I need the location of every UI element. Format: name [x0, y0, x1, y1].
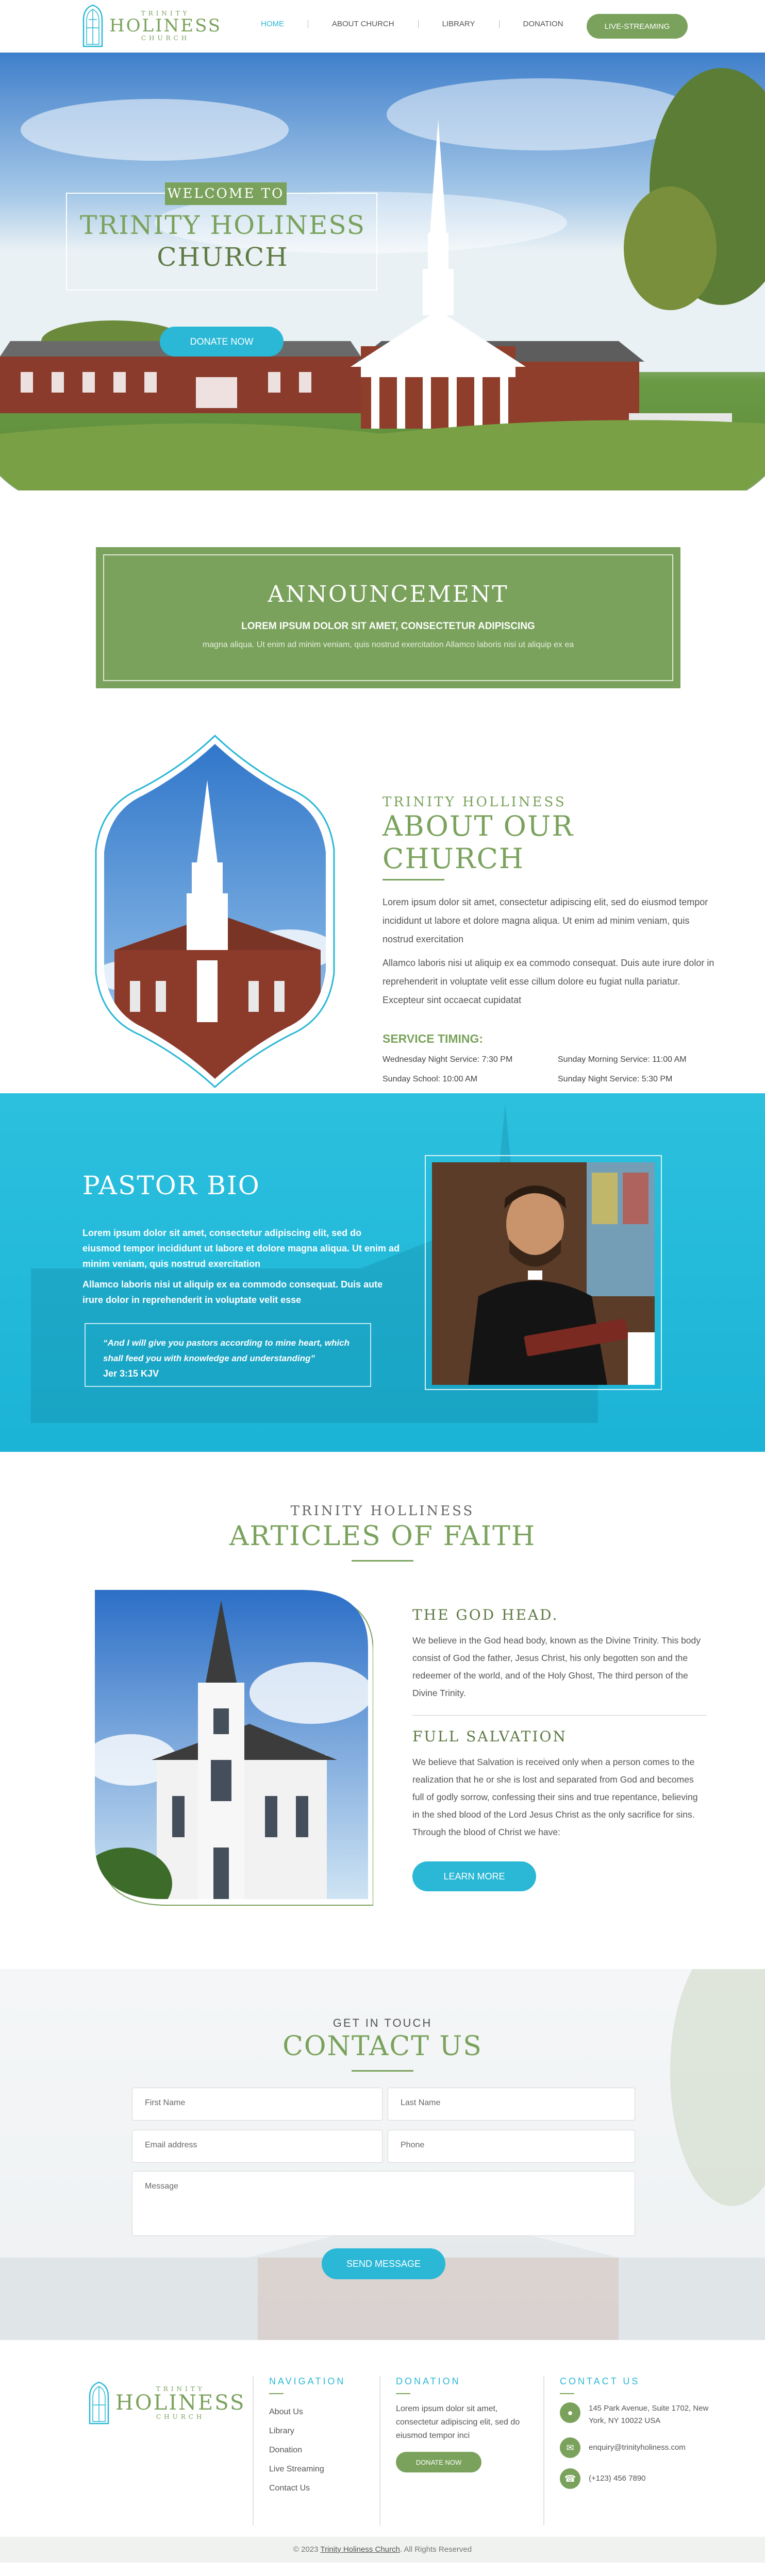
send-message-button[interactable]: SEND MESSAGE — [322, 2248, 445, 2279]
contact-address-row — [560, 2402, 729, 2427]
footer-link-contact[interactable]: Contact Us — [269, 2484, 310, 2493]
announcement-title: ANNOUNCEMENT — [268, 581, 509, 607]
logo-top-text: TRINITY — [141, 10, 190, 17]
announcement-card — [96, 547, 680, 688]
message-field[interactable]: Message — [132, 2171, 635, 2236]
contact-email[interactable]: enquiry@trinityholiness.com — [589, 2443, 686, 2452]
pastor-bio-title: PASTOR BIO — [82, 1171, 260, 1200]
footer-donate-button[interactable]: DONATE NOW — [396, 2452, 481, 2472]
footer-nav-title: NAVIGATION — [269, 2376, 346, 2386]
nav-donation[interactable]: DONATION — [523, 20, 563, 28]
last-name-field[interactable]: Last Name — [388, 2088, 635, 2121]
nav-library[interactable]: LIBRARY — [442, 20, 475, 28]
faith-content — [412, 1606, 706, 1891]
title-underline — [560, 2393, 574, 2394]
logo-top-text: TRINITY — [156, 2385, 205, 2393]
copyright-bar — [0, 2537, 765, 2563]
footer-link-about[interactable]: About Us — [269, 2408, 303, 2416]
service-timing-list — [382, 1055, 718, 1084]
phone-icon: ☎ — [560, 2468, 580, 2489]
contact-phone[interactable]: (+123) 456 7890 — [589, 2474, 646, 2483]
email-field[interactable]: Email address — [132, 2130, 382, 2163]
footer-navigation — [253, 2376, 376, 2526]
footer-logo[interactable] — [88, 2381, 245, 2425]
articles-of-faith-section — [0, 1452, 765, 1969]
site-footer — [0, 2340, 765, 2563]
site-logo[interactable] — [81, 4, 222, 47]
about-paragraph-1: Lorem ipsum dolor sit amet, consectetur adipiscing elit, sed do eiusmod tempor incididunt ut labore et dolore magna aliqua. Ut enim ad minim veniam, quis nostrud exercitation — [382, 897, 708, 944]
donate-now-button[interactable]: DONATE NOW — [160, 327, 284, 357]
footer-donation — [379, 2376, 539, 2526]
contact-heading: CONTACT US — [282, 2031, 483, 2062]
nav-about-church[interactable]: ABOUT CHURCH — [332, 20, 394, 28]
footer-contact — [543, 2376, 729, 2526]
quote-reference: Jer 3:15 KJV — [103, 1368, 159, 1379]
announcement-frame — [103, 554, 673, 681]
copyright-link[interactable]: Trinity Holiness Church — [320, 2545, 400, 2554]
contact-email-row — [560, 2437, 729, 2458]
faith-eyebrow: TRINITY HOLLINESS — [290, 1503, 475, 1519]
service-item: Wednesday Night Service: 7:30 PM — [382, 1055, 513, 1064]
about-heading: ABOUT OUR CHURCH — [382, 810, 574, 875]
logo-main-text: HOLINESS — [109, 15, 222, 36]
logo-main-text: HOLINESS — [115, 2391, 246, 2415]
logo-wordmark — [109, 10, 222, 42]
contact-phone-row — [560, 2468, 729, 2489]
pastor-illustration — [432, 1162, 655, 1385]
about-church-image — [94, 734, 336, 1089]
pastor-photo — [432, 1162, 655, 1385]
church-window-icon — [88, 2381, 110, 2425]
service-item: Sunday Morning Service: 11:00 AM — [558, 1055, 687, 1064]
about-eyebrow: TRINITY HOLLINESS — [382, 794, 567, 810]
welcome-tag: WELCOME TO — [165, 182, 287, 205]
godhead-text: We believe in the God head body, known as the Divine Trinity. This body consist of God the father, Jesus Christ, his only begotten son and the redeemer of the world, and of the Holy Ghost, The third person of the Divine Trinity. — [412, 1635, 701, 1698]
site-header — [0, 0, 765, 53]
heading-underline — [352, 2070, 413, 2072]
white-church-image — [95, 1590, 373, 1909]
footer-link-donation[interactable]: Donation — [269, 2446, 303, 2454]
pastor-bio-paragraph-2: Allamco laboris nisi ut aliquip ex ea commodo consequat. Duis aute irure dolor in reprehenderit in voluptate velit esse — [82, 1279, 383, 1305]
hero-title-line2: CHURCH — [157, 242, 289, 272]
first-name-field[interactable]: First Name — [132, 2088, 382, 2121]
heading-underline — [382, 879, 444, 880]
title-underline — [269, 2393, 284, 2394]
main-nav — [237, 20, 587, 28]
about-content — [382, 794, 718, 1084]
learn-more-button[interactable]: LEARN MORE — [412, 1861, 536, 1891]
service-item: Sunday School: 10:00 AM — [382, 1075, 478, 1083]
logo-wordmark — [115, 2385, 245, 2420]
announcement-section — [0, 490, 765, 707]
envelope-icon: ✉ — [560, 2437, 580, 2458]
copyright-prefix: © 2023 — [293, 2545, 319, 2554]
church-window-icon — [81, 4, 104, 47]
pastor-bio-section — [0, 1093, 765, 1452]
salvation-heading: FULL SALVATION — [412, 1728, 567, 1745]
hero-section — [0, 53, 765, 490]
contact-eyebrow: GET IN TOUCH — [332, 2016, 433, 2029]
godhead-heading: THE GOD HEAD. — [412, 1606, 559, 1623]
about-section — [0, 707, 765, 1093]
hero-title — [67, 209, 378, 273]
welcome-box — [66, 186, 377, 291]
logo-bottom-text: CHURCH — [141, 35, 190, 42]
announcement-text: magna aliqua. Ut enim ad minim veniam, quis nostrud exercitation Allamco laboris nisi ut aliquip ex ea — [202, 640, 574, 649]
service-item: Sunday Night Service: 5:30 PM — [558, 1075, 673, 1083]
announcement-subtitle: LOREM IPSUM DOLOR SIT AMET, CONSECTETUR ADIPISCING — [241, 621, 535, 632]
footer-contact-title: CONTACT US — [560, 2376, 640, 2386]
about-paragraph-2: Allamco laboris nisi ut aliquip ex ea commodo consequat. Duis aute irure dolor in reprehenderit in voluptate velit esse cillum dolore eu fugiat nulla pariatur. Excepteur sint occaecat cupidatat — [382, 958, 714, 1005]
copyright-suffix: . All Rights Reserved — [400, 2545, 472, 2554]
location-pin-icon: ● — [560, 2402, 580, 2423]
quote-text: “And I will give you pastors according to mine heart, which shall feed you with knowledge and understanding” — [103, 1338, 350, 1363]
service-timing-title: SERVICE TIMING: — [382, 1032, 484, 1045]
footer-donation-text: Lorem ipsum dolor sit amet, consectetur adipiscing elit, sed do eiusmod tempor inci — [396, 2404, 520, 2440]
salvation-text: We believe that Salvation is received only when a person comes to the realization that he or she is lost and separated from God and becomes full of godly sorrow, confessing their sins and true repentance, believing in the shed blood of the Lord Jesus Christ as the only sacrifice for sins. Through the blood of Christ we have: — [412, 1757, 698, 1837]
faith-heading: ARTICLES OF FAITH — [229, 1521, 536, 1552]
footer-link-live-streaming[interactable]: Live Streaming — [269, 2465, 324, 2473]
title-underline — [396, 2393, 410, 2394]
pastor-bio-paragraph-1: Lorem ipsum dolor sit amet, consectetur adipiscing elit, sed do eiusmod tempor incididunt ut labore et dolore magna aliqua. Ut enim ad minim veniam, quis nostrud exercitation — [82, 1228, 400, 1269]
logo-bottom-text: CHURCH — [156, 2413, 205, 2420]
divider — [412, 1715, 706, 1716]
live-streaming-button[interactable]: LIVE-STREAMING — [587, 14, 688, 39]
heading-underline — [352, 1560, 413, 1562]
contact-section — [0, 1969, 765, 2340]
footer-donation-title: DONATION — [396, 2376, 461, 2386]
hero-title-line1: TRINITY HOLINESS — [80, 210, 365, 240]
phone-field[interactable]: Phone — [388, 2130, 635, 2163]
footer-link-library[interactable]: Library — [269, 2427, 294, 2435]
nav-home[interactable]: HOME — [261, 20, 284, 28]
contact-address: 145 Park Avenue, Suite 1702, New York, NY 10022 USA — [589, 2404, 709, 2425]
scripture-quote — [85, 1323, 371, 1387]
